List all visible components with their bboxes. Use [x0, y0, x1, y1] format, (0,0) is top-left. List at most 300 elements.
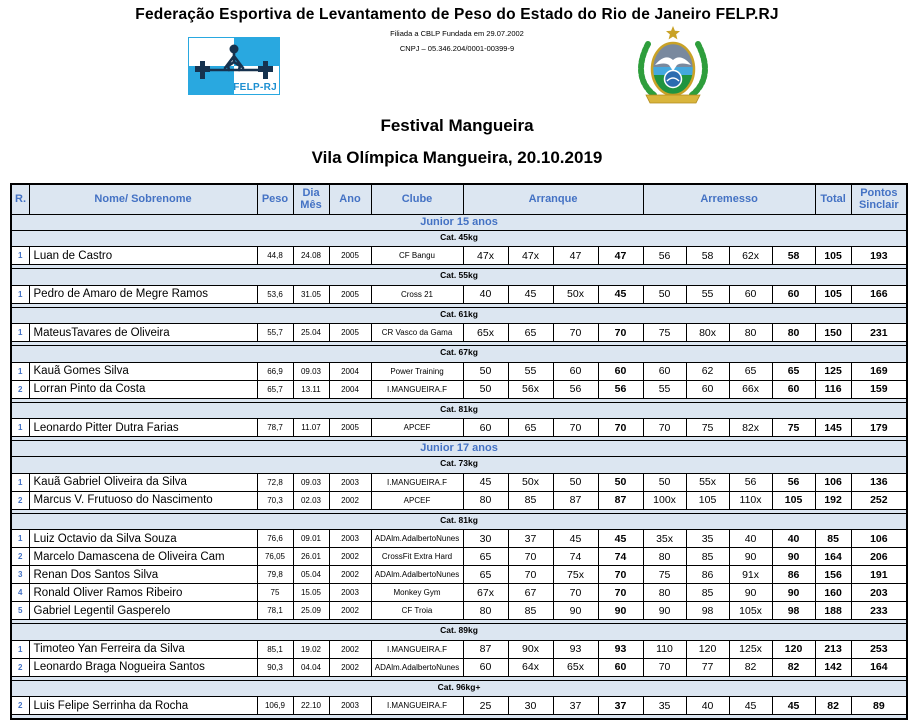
col-header-rank: R. [11, 184, 29, 214]
felp-logo-text: FELP-RJ [233, 82, 277, 93]
cleanjerk-best-cell: 86 [772, 566, 815, 584]
cleanjerk-attempt-cell: 66x [729, 380, 772, 398]
snatch-best-cell: 45 [598, 530, 643, 548]
bodyweight-cell: 53,6 [257, 285, 293, 303]
cleanjerk-attempt-cell: 62 [686, 362, 729, 380]
col-header-clube: Clube [371, 184, 463, 214]
total-cell: 192 [815, 491, 851, 509]
sinclair-points-cell: 191 [851, 566, 907, 584]
bodyweight-cell: 106,9 [257, 697, 293, 715]
rank-cell: 1 [11, 530, 29, 548]
birth-day-month-cell: 22.10 [293, 697, 329, 715]
weight-category-label: Cat. 73kg [11, 457, 907, 470]
col-header-total: Total [815, 184, 851, 214]
snatch-attempt-cell: 65 [463, 548, 508, 566]
rank-cell: 2 [11, 697, 29, 715]
bodyweight-cell: 78,7 [257, 419, 293, 437]
cleanjerk-attempt-cell: 80 [729, 324, 772, 342]
athlete-name-cell: MateusTavares de Oliveira [29, 324, 257, 342]
athlete-row [11, 247, 907, 265]
weight-category-label: Cat. 81kg [11, 402, 907, 415]
athlete-row [11, 566, 907, 584]
athlete-row [11, 658, 907, 676]
rank-cell: 2 [11, 380, 29, 398]
coat-of-arms-icon [633, 25, 713, 107]
cleanjerk-attempt-cell: 90 [729, 584, 772, 602]
bodyweight-cell: 76,05 [257, 548, 293, 566]
athlete-name-cell: Kauã Gabriel Oliveira da Silva [29, 473, 257, 491]
col-header-arremesso: Arremesso [643, 184, 815, 214]
rank-cell: 5 [11, 602, 29, 620]
weight-category-label: Cat. 67kg [11, 346, 907, 359]
snatch-best-cell: 60 [598, 362, 643, 380]
cleanjerk-attempt-cell: 70 [643, 658, 686, 676]
snatch-attempt-cell: 50 [463, 380, 508, 398]
snatch-attempt-cell: 65 [508, 419, 553, 437]
rio-de-janeiro-state-emblem [633, 25, 713, 107]
cleanjerk-attempt-cell: 120 [686, 640, 729, 658]
club-cell: Cross 21 [371, 285, 463, 303]
athlete-row [11, 530, 907, 548]
rank-cell: 1 [11, 285, 29, 303]
cleanjerk-attempt-cell: 40 [729, 530, 772, 548]
sinclair-points-cell: 253 [851, 640, 907, 658]
weight-category-row [11, 402, 907, 415]
birth-year-cell: 2003 [329, 697, 371, 715]
cleanjerk-attempt-cell: 55x [686, 473, 729, 491]
snatch-best-cell: 60 [598, 658, 643, 676]
athlete-row [11, 548, 907, 566]
athlete-name-cell: Timoteo Yan Ferreira da Silva [29, 640, 257, 658]
snatch-attempt-cell: 45 [508, 285, 553, 303]
birth-day-month-cell: 25.09 [293, 602, 329, 620]
athlete-name-cell: Marcelo Damascena de Oliveira Cam [29, 548, 257, 566]
snatch-best-cell: 45 [598, 285, 643, 303]
col-header-peso: Peso [257, 184, 293, 214]
athlete-name-cell: Luan de Castro [29, 247, 257, 265]
rank-cell: 4 [11, 584, 29, 602]
cleanjerk-attempt-cell: 85 [686, 548, 729, 566]
birth-day-month-cell: 04.04 [293, 658, 329, 676]
weight-category-row [11, 230, 907, 243]
cleanjerk-attempt-cell: 80 [643, 584, 686, 602]
sinclair-points-cell: 252 [851, 491, 907, 509]
birth-year-cell: 2002 [329, 640, 371, 658]
snatch-attempt-cell: 67 [508, 584, 553, 602]
snatch-best-cell: 87 [598, 491, 643, 509]
birth-year-cell: 2005 [329, 285, 371, 303]
total-cell: 142 [815, 658, 851, 676]
birth-year-cell: 2003 [329, 530, 371, 548]
snatch-attempt-cell: 87 [553, 491, 598, 509]
cleanjerk-best-cell: 98 [772, 602, 815, 620]
cleanjerk-attempt-cell: 50 [643, 473, 686, 491]
club-cell: CF Troia [371, 602, 463, 620]
cleanjerk-best-cell: 80 [772, 324, 815, 342]
cleanjerk-best-cell: 90 [772, 548, 815, 566]
club-cell: Power Training [371, 362, 463, 380]
snatch-attempt-cell: 60 [553, 362, 598, 380]
weight-category-row [11, 513, 907, 526]
snatch-attempt-cell: 85 [508, 602, 553, 620]
snatch-attempt-cell: 93 [553, 640, 598, 658]
bodyweight-cell: 72,8 [257, 473, 293, 491]
snatch-attempt-cell: 65x [553, 658, 598, 676]
snatch-attempt-cell: 65x [463, 324, 508, 342]
cleanjerk-attempt-cell: 56 [729, 473, 772, 491]
snatch-attempt-cell: 47x [508, 247, 553, 265]
sinclair-points-cell: 166 [851, 285, 907, 303]
cleanjerk-attempt-cell: 62x [729, 247, 772, 265]
snatch-attempt-cell: 67x [463, 584, 508, 602]
total-cell: 188 [815, 602, 851, 620]
total-cell: 85 [815, 530, 851, 548]
rank-cell: 1 [11, 473, 29, 491]
rank-cell: 2 [11, 491, 29, 509]
snatch-best-cell: 70 [598, 324, 643, 342]
birth-day-month-cell: 24.08 [293, 247, 329, 265]
bodyweight-cell: 79,8 [257, 566, 293, 584]
cleanjerk-attempt-cell: 91x [729, 566, 772, 584]
club-cell: I.MANGUEIRA.F [371, 380, 463, 398]
bodyweight-cell: 78,1 [257, 602, 293, 620]
cleanjerk-attempt-cell: 86 [686, 566, 729, 584]
snatch-attempt-cell: 40 [463, 285, 508, 303]
club-cell: I.MANGUEIRA.F [371, 697, 463, 715]
rank-cell: 1 [11, 640, 29, 658]
table-header-row [11, 184, 907, 214]
sinclair-points-cell: 206 [851, 548, 907, 566]
snatch-attempt-cell: 70 [508, 566, 553, 584]
bodyweight-cell: 65,7 [257, 380, 293, 398]
cleanjerk-attempt-cell: 90 [729, 548, 772, 566]
birth-day-month-cell: 15.05 [293, 584, 329, 602]
cleanjerk-attempt-cell: 105x [729, 602, 772, 620]
cleanjerk-attempt-cell: 35x [643, 530, 686, 548]
bodyweight-cell: 66,9 [257, 362, 293, 380]
snatch-attempt-cell: 55 [508, 362, 553, 380]
snatch-best-cell: 56 [598, 380, 643, 398]
total-cell: 213 [815, 640, 851, 658]
rank-cell: 1 [11, 247, 29, 265]
rank-cell: 1 [11, 324, 29, 342]
snatch-attempt-cell: 80 [463, 491, 508, 509]
birth-year-cell: 2005 [329, 419, 371, 437]
birth-year-cell: 2002 [329, 548, 371, 566]
rank-cell: 3 [11, 566, 29, 584]
athlete-name-cell: Ronald Oliver Ramos Ribeiro [29, 584, 257, 602]
club-cell: ADAlm.AdalbertoNunes [371, 530, 463, 548]
club-cell: I.MANGUEIRA.F [371, 640, 463, 658]
total-cell: 105 [815, 285, 851, 303]
cnpj-line: CNPJ – 05.346.204/0001-00399-9 [399, 44, 515, 53]
cleanjerk-attempt-cell: 75 [686, 419, 729, 437]
sinclair-points-cell: 159 [851, 380, 907, 398]
bodyweight-cell: 76,6 [257, 530, 293, 548]
snatch-attempt-cell: 74 [553, 548, 598, 566]
results-table [10, 183, 908, 720]
cleanjerk-best-cell: 65 [772, 362, 815, 380]
cleanjerk-attempt-cell: 100x [643, 491, 686, 509]
sinclair-points-cell: 106 [851, 530, 907, 548]
col-header-arranque: Arranque [463, 184, 643, 214]
birth-year-cell: 2005 [329, 247, 371, 265]
athlete-name-cell: Renan Dos Santos Silva [29, 566, 257, 584]
event-title: Festival Mangueira [380, 116, 534, 135]
sinclair-points-cell: 169 [851, 362, 907, 380]
cleanjerk-attempt-cell: 110 [643, 640, 686, 658]
weight-category-label: Cat. 89kg [11, 624, 907, 637]
snatch-best-cell: 50 [598, 473, 643, 491]
weight-category-row [11, 307, 907, 320]
club-cell: ADAlm.AdalbertoNunes [371, 566, 463, 584]
affiliation-line: Filiada a CBLP Fundada em 29.07.2002 [390, 29, 524, 38]
sinclair-points-cell: 89 [851, 697, 907, 715]
weight-category-row [11, 624, 907, 637]
cleanjerk-attempt-cell: 60 [686, 380, 729, 398]
birth-day-month-cell: 31.05 [293, 285, 329, 303]
bodyweight-cell: 70,3 [257, 491, 293, 509]
athlete-row [11, 640, 907, 658]
cleanjerk-attempt-cell: 35 [686, 530, 729, 548]
cleanjerk-best-cell: 58 [772, 247, 815, 265]
snatch-attempt-cell: 90x [508, 640, 553, 658]
federation-title: Federação Esportiva de Levantamento de Peso do Estado do Rio de Janeiro FELP.RJ [135, 6, 779, 23]
club-cell: CF Bangu [371, 247, 463, 265]
cleanjerk-attempt-cell: 55 [643, 380, 686, 398]
birth-year-cell: 2002 [329, 566, 371, 584]
snatch-attempt-cell: 50x [508, 473, 553, 491]
sinclair-points-cell: 164 [851, 658, 907, 676]
birth-year-cell: 2002 [329, 658, 371, 676]
athlete-name-cell: Kauã Gomes Silva [29, 362, 257, 380]
birth-day-month-cell: 25.04 [293, 324, 329, 342]
club-cell: Monkey Gym [371, 584, 463, 602]
rank-cell: 2 [11, 548, 29, 566]
snatch-attempt-cell: 37 [508, 530, 553, 548]
weight-category-row [11, 269, 907, 282]
athlete-row [11, 602, 907, 620]
weight-category-label: Cat. 96kg+ [11, 680, 907, 693]
cleanjerk-attempt-cell: 40 [686, 697, 729, 715]
snatch-attempt-cell: 65 [508, 324, 553, 342]
snatch-attempt-cell: 45 [463, 473, 508, 491]
cleanjerk-attempt-cell: 50 [643, 285, 686, 303]
age-group-row [11, 214, 907, 230]
cleanjerk-attempt-cell: 90 [643, 602, 686, 620]
birth-year-cell: 2005 [329, 324, 371, 342]
birth-day-month-cell: 09.03 [293, 473, 329, 491]
birth-day-month-cell: 13.11 [293, 380, 329, 398]
sinclair-points-cell: 136 [851, 473, 907, 491]
total-cell: 160 [815, 584, 851, 602]
cleanjerk-attempt-cell: 75 [643, 324, 686, 342]
weight-category-row [11, 680, 907, 693]
snatch-attempt-cell: 70 [553, 324, 598, 342]
total-cell: 150 [815, 324, 851, 342]
birth-day-month-cell: 26.01 [293, 548, 329, 566]
rank-cell: 1 [11, 362, 29, 380]
birth-year-cell: 2002 [329, 602, 371, 620]
cleanjerk-best-cell: 75 [772, 419, 815, 437]
bodyweight-cell: 44,8 [257, 247, 293, 265]
athlete-name-cell: Lorran Pinto da Costa [29, 380, 257, 398]
bodyweight-cell: 90,3 [257, 658, 293, 676]
cleanjerk-attempt-cell: 70 [643, 419, 686, 437]
cleanjerk-attempt-cell: 80x [686, 324, 729, 342]
athlete-row [11, 491, 907, 509]
snatch-attempt-cell: 64x [508, 658, 553, 676]
birth-day-month-cell: 09.01 [293, 530, 329, 548]
snatch-attempt-cell: 65 [463, 566, 508, 584]
snatch-best-cell: 47 [598, 247, 643, 265]
cleanjerk-attempt-cell: 82x [729, 419, 772, 437]
snatch-best-cell: 74 [598, 548, 643, 566]
athlete-row [11, 362, 907, 380]
athlete-name-cell: Leonardo Braga Nogueira Santos [29, 658, 257, 676]
birth-year-cell: 2003 [329, 584, 371, 602]
snatch-attempt-cell: 56 [553, 380, 598, 398]
cleanjerk-best-cell: 40 [772, 530, 815, 548]
snatch-attempt-cell: 90 [553, 602, 598, 620]
col-header-name: Nome/ Sobrenome [29, 184, 257, 214]
bodyweight-cell: 75 [257, 584, 293, 602]
total-cell: 116 [815, 380, 851, 398]
athlete-row [11, 473, 907, 491]
birth-day-month-cell: 19.02 [293, 640, 329, 658]
bodyweight-cell: 55,7 [257, 324, 293, 342]
event-venue-date: Vila Olímpica Mangueira, 20.10.2019 [311, 148, 603, 167]
snatch-attempt-cell: 50 [553, 473, 598, 491]
total-cell: 106 [815, 473, 851, 491]
club-cell: APCEF [371, 419, 463, 437]
snatch-best-cell: 70 [598, 584, 643, 602]
birth-year-cell: 2003 [329, 473, 371, 491]
cleanjerk-attempt-cell: 58 [686, 247, 729, 265]
birth-day-month-cell: 05.04 [293, 566, 329, 584]
athlete-row [11, 324, 907, 342]
snatch-attempt-cell: 50x [553, 285, 598, 303]
athlete-name-cell: Pedro de Amaro de Megre Ramos [29, 285, 257, 303]
athlete-row [11, 419, 907, 437]
cleanjerk-best-cell: 105 [772, 491, 815, 509]
club-cell: APCEF [371, 491, 463, 509]
cleanjerk-attempt-cell: 85 [686, 584, 729, 602]
snatch-attempt-cell: 70 [508, 548, 553, 566]
age-group-label: Junior 15 anos [11, 214, 907, 230]
age-group-label: Junior 17 anos [11, 441, 907, 457]
athlete-row [11, 285, 907, 303]
birth-year-cell: 2004 [329, 362, 371, 380]
snatch-attempt-cell: 60 [463, 419, 508, 437]
sinclair-points-cell: 179 [851, 419, 907, 437]
weight-category-row [11, 346, 907, 359]
birth-day-month-cell: 09.03 [293, 362, 329, 380]
athlete-name-cell: Leonardo Pitter Dutra Farias [29, 419, 257, 437]
athlete-row [11, 584, 907, 602]
weight-category-label: Cat. 81kg [11, 513, 907, 526]
club-cell: ADAlm.AdalbertoNunes [371, 658, 463, 676]
snatch-attempt-cell: 75x [553, 566, 598, 584]
rank-cell: 1 [11, 419, 29, 437]
col-header-dia-mes: Dia Mês [293, 184, 329, 214]
snatch-attempt-cell: 30 [508, 697, 553, 715]
total-cell: 125 [815, 362, 851, 380]
col-header-sinclair: Pontos Sinclair [851, 184, 907, 214]
athlete-row [11, 697, 907, 715]
cleanjerk-best-cell: 60 [772, 285, 815, 303]
cleanjerk-attempt-cell: 35 [643, 697, 686, 715]
document-header [0, 0, 914, 112]
snatch-attempt-cell: 25 [463, 697, 508, 715]
bodyweight-cell: 85,1 [257, 640, 293, 658]
cleanjerk-best-cell: 120 [772, 640, 815, 658]
results-table-body [11, 214, 907, 719]
age-group-row [11, 441, 907, 457]
cleanjerk-attempt-cell: 80 [643, 548, 686, 566]
snatch-attempt-cell: 45 [553, 530, 598, 548]
snatch-best-cell: 70 [598, 566, 643, 584]
rank-cell: 2 [11, 658, 29, 676]
snatch-best-cell: 37 [598, 697, 643, 715]
snatch-attempt-cell: 47x [463, 247, 508, 265]
cleanjerk-attempt-cell: 110x [729, 491, 772, 509]
sinclair-points-cell: 193 [851, 247, 907, 265]
weight-category-row [11, 457, 907, 470]
weight-category-label: Cat. 61kg [11, 307, 907, 320]
snatch-attempt-cell: 60 [463, 658, 508, 676]
cleanjerk-attempt-cell: 65 [729, 362, 772, 380]
sinclair-points-cell: 233 [851, 602, 907, 620]
snatch-attempt-cell: 70 [553, 584, 598, 602]
athlete-name-cell: Gabriel Legentil Gasperelo [29, 602, 257, 620]
club-cell: CrossFit Extra Hard [371, 548, 463, 566]
snatch-best-cell: 93 [598, 640, 643, 658]
weight-category-label: Cat. 55kg [11, 269, 907, 282]
athlete-name-cell: Luis Felipe Serrinha da Rocha [29, 697, 257, 715]
birth-year-cell: 2002 [329, 491, 371, 509]
snatch-attempt-cell: 56x [508, 380, 553, 398]
cleanjerk-best-cell: 56 [772, 473, 815, 491]
snatch-attempt-cell: 50 [463, 362, 508, 380]
snatch-attempt-cell: 37 [553, 697, 598, 715]
spacer-row [11, 715, 907, 719]
sinclair-points-cell: 203 [851, 584, 907, 602]
birth-day-month-cell: 11.07 [293, 419, 329, 437]
snatch-attempt-cell: 80 [463, 602, 508, 620]
total-cell: 145 [815, 419, 851, 437]
cleanjerk-attempt-cell: 77 [686, 658, 729, 676]
snatch-best-cell: 90 [598, 602, 643, 620]
total-cell: 105 [815, 247, 851, 265]
cleanjerk-best-cell: 60 [772, 380, 815, 398]
cleanjerk-attempt-cell: 60 [729, 285, 772, 303]
cleanjerk-attempt-cell: 98 [686, 602, 729, 620]
cleanjerk-best-cell: 82 [772, 658, 815, 676]
club-cell: I.MANGUEIRA.F [371, 473, 463, 491]
club-cell: CR Vasco da Gama [371, 324, 463, 342]
cleanjerk-attempt-cell: 55 [686, 285, 729, 303]
total-cell: 156 [815, 566, 851, 584]
col-header-ano: Ano [329, 184, 371, 214]
snatch-attempt-cell: 30 [463, 530, 508, 548]
athlete-name-cell: Luiz Octavio da Silva Souza [29, 530, 257, 548]
felp-logo [188, 37, 280, 95]
cleanjerk-attempt-cell: 56 [643, 247, 686, 265]
cleanjerk-attempt-cell: 105 [686, 491, 729, 509]
snatch-best-cell: 70 [598, 419, 643, 437]
cleanjerk-attempt-cell: 125x [729, 640, 772, 658]
